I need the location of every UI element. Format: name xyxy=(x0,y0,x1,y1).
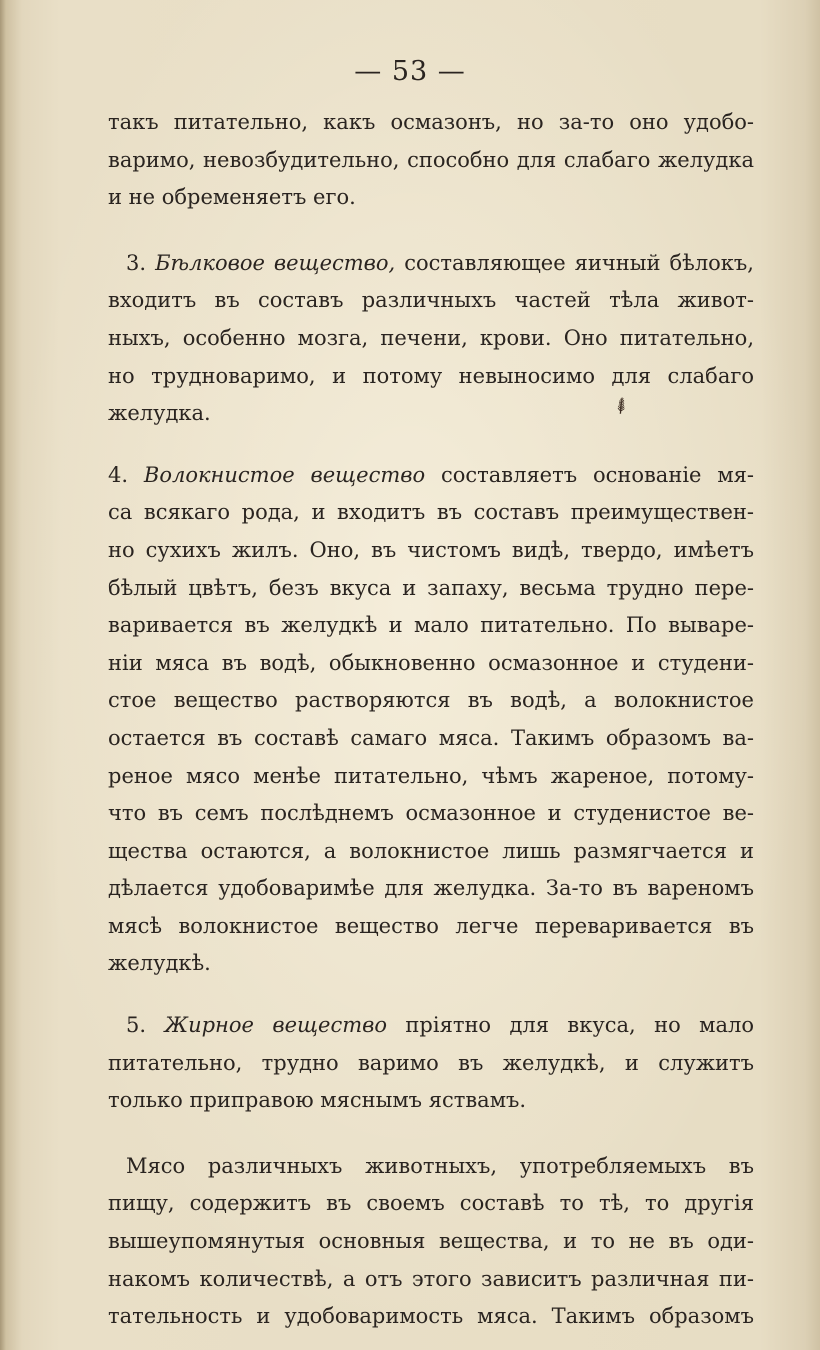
ink-mark: ⸙ xyxy=(607,388,636,422)
page-body xyxy=(108,104,754,1336)
text-line: остается въ составѣ самаго мяса. Такимъ образомъ ва- xyxy=(108,725,754,750)
text-line: са всякаго рода, и входитъ въ составъ преимуществен- xyxy=(108,500,754,525)
text-line: тательность и удобоваримость мяса. Такимъ образомъ xyxy=(108,1304,754,1329)
paragraph-meat-types xyxy=(108,1148,754,1336)
text-line: пріятно для вкуса, но мало xyxy=(387,1013,754,1038)
text-line: щества остаются, а волокнистое лишь размягчается и xyxy=(108,838,754,863)
text-line: бѣлый цвѣтъ, безъ вкуса и запаху, весьма трудно пере- xyxy=(108,575,754,600)
text-line: реное мясо менѣе питательно, чѣмъ жареное, потому- xyxy=(108,763,754,788)
paragraph-continuation xyxy=(108,104,754,217)
paragraph-fiber xyxy=(108,457,754,983)
page-number: — 53 — xyxy=(354,56,466,87)
text-line: стое вещество растворяются въ водѣ, а волокнистое xyxy=(108,688,754,713)
text-line: ніи мяса въ водѣ, обыкновенно осмазонное и студени- xyxy=(108,650,754,675)
paragraph-fat xyxy=(108,1007,754,1120)
item-number: 3. xyxy=(126,250,147,275)
text-line: такъ питательно, какъ осмазонъ, но за-то оно удобо- xyxy=(108,110,754,134)
text-line: желудкѣ. xyxy=(108,951,211,976)
text-line: составляющее яичный бѣлокъ, xyxy=(395,250,754,275)
text-line: вышеупомянутыя основныя вещества, и то не въ оди- xyxy=(108,1229,754,1254)
text-line: Мясо различныхъ животныхъ, употребляемыхъ въ xyxy=(126,1153,754,1178)
text-line: питательно, трудно варимо въ желудкѣ, и служитъ xyxy=(108,1050,754,1075)
text-line: входитъ въ составъ различныхъ частей тѣла живот- xyxy=(108,288,754,313)
text-line: что въ семъ послѣднемъ осмазонное и студенистое ве- xyxy=(108,801,754,826)
text-line: варивается въ желудкѣ и мало питательно. По выварe- xyxy=(108,613,754,638)
text-line: дѣлается удобоваримѣе для желудка. За-то въ вареномъ xyxy=(108,876,754,901)
text-line: варимо, невозбудительно, способно для слабаго желудка xyxy=(108,147,754,172)
text-line: желудка. xyxy=(108,401,211,426)
term-italic: Жирное вещество xyxy=(164,1013,387,1038)
text-line: мясѣ волокнистое вещество легче переваривается въ xyxy=(108,913,754,938)
text-line: ныхъ, особенно мозга, печени, крови. Оно питательно, xyxy=(108,325,754,350)
text-line: только приправою мяснымъ яствамъ. xyxy=(108,1088,527,1113)
item-number: 4. xyxy=(108,462,129,487)
text-line: но трудноваримо, и потому невыносимо для слабаго xyxy=(108,363,754,388)
item-number: 5. xyxy=(126,1013,147,1038)
paragraph-protein xyxy=(108,245,754,433)
text-line: но сухихъ жилъ. Оно, въ чистомъ видѣ, твердо, имѣетъ xyxy=(108,537,754,562)
term-italic: Бѣлковое вещество, xyxy=(155,250,396,275)
text-line: составляетъ основаніе мя- xyxy=(425,462,754,487)
text-line: пищу, содержитъ въ своемъ составѣ то тѣ, то другія xyxy=(108,1191,754,1216)
text-line: и не обременяетъ его. xyxy=(108,185,356,210)
text-line: накомъ количествѣ, а отъ этого зависитъ различная пи- xyxy=(108,1266,754,1291)
term-italic: Волокнистое вещество xyxy=(143,462,426,487)
